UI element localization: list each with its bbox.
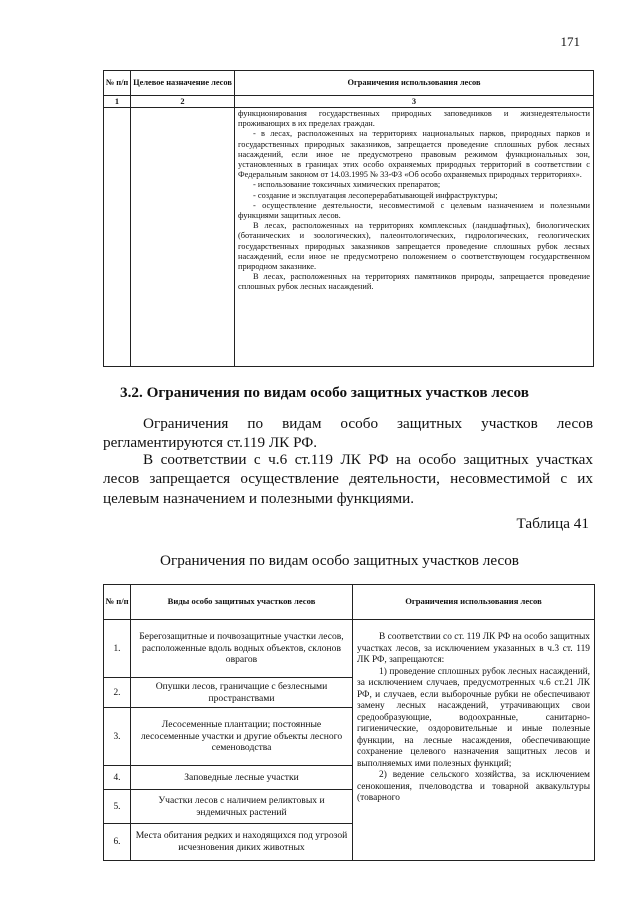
section-heading: 3.2. Ограничения по видам особо защитных участков лесов	[120, 384, 529, 401]
area-type: Берегозащитные и почвозащитные участки лесов, расположенные вдоль водных объектов, склонов оврагов	[131, 620, 353, 678]
row-number: 4.	[104, 766, 131, 790]
header-area-types: Виды особо защитных участков лесов	[131, 585, 353, 620]
restrictions-text	[353, 620, 594, 805]
header-restrictions: Ограничения использования лесов	[353, 585, 595, 620]
restrictions-cell	[235, 108, 594, 367]
restriction-paragraph: - осуществление деятельности, несовместимой с целевым назначением и полезными функциями защитных лесов.	[238, 200, 590, 221]
area-type: Участки лесов с наличием реликтовых и эндемичных растений	[131, 790, 353, 824]
col-number-1: 1	[104, 96, 131, 108]
restriction-paragraph: - использование токсичных химических препаратов;	[253, 180, 441, 190]
row-number: 3.	[104, 708, 131, 766]
table-title: Ограничения по видам особо защитных участков лесов	[160, 552, 519, 569]
restriction-paragraph: В соответствии со ст. 119 ЛК РФ на особо защитных участках лесов, за исключением указанных в ч.3 ст. 119 ЛК РФ, запрещаются:	[357, 632, 590, 665]
paragraph-2: В соответствии с ч.6 ст.119 ЛК РФ на особо защитных участках лесов запрещается осуществление деятельности, несовместимой с их целевым назначением и полезными функциями.	[103, 451, 593, 507]
header-num: № п/п	[104, 585, 131, 620]
empty-num-cell	[104, 108, 131, 367]
restrictions-text	[235, 108, 593, 293]
restriction-paragraph: - создание и эксплуатация лесоперерабатывающей инфраструктуры;	[253, 190, 498, 200]
empty-purpose-cell	[131, 108, 235, 367]
restrictions-by-purpose-table-continued	[103, 70, 594, 367]
header-num: № п/п	[104, 71, 131, 96]
col-number-2: 2	[131, 96, 235, 108]
area-type: Опушки лесов, граничащие с безлесными пространствами	[131, 678, 353, 708]
header-purpose: Целевое назначение лесов	[131, 71, 235, 96]
restrictions-by-area-type-table	[103, 584, 595, 861]
area-type: Лесосеменные плантации; постоянные лесосеменные участки и другие объекты лесного семеноводства	[131, 708, 353, 766]
header-restrictions: Ограничения использования лесов	[235, 71, 594, 96]
page-number: 171	[560, 34, 580, 49]
area-type: Заповедные лесные участки	[131, 766, 353, 790]
row-number: 1.	[104, 620, 131, 678]
area-type: Места обитания редких и находящихся под угрозой исчезновения диких животных	[131, 824, 353, 861]
row-number: 5.	[104, 790, 131, 824]
restriction-paragraph: 1) проведение сплошных рубок лесных насаждений, за исключением случаев, предусмотренных ч.6 ст.21 ЛК РФ, и случаев, если выборочные рубки не обеспечивают замену лесных насаждений, утрачивающих свои средообразующие, водоохранные, санитарно-гигиенические, оздоровительные и иные полезные функции, на лесные насаждения, обеспечивающие сохранение целевого назначения защитных лесов и выполняемых ими полезных функций;	[357, 666, 590, 769]
restriction-paragraph: функционирования государственных природных заповедников и жизнедеятельности проживающих в их пределах граждан.	[238, 109, 590, 129]
paragraph-1: Ограничения по видам особо защитных участков лесов регламентируются ст.119 ЛК РФ.	[103, 415, 593, 452]
table-label: Таблица 41	[516, 515, 589, 532]
row-number: 6.	[104, 824, 131, 861]
restriction-paragraph: - в лесах, расположенных на территориях национальных парков, природных парков и государственных природных заказников, запрещается проведение сплошных рубок лесных насаждений, если иное не предусмотрено правовым режимом функциональных зон, установленных в границах этих особо охраняемых природных территорий в соответствии с Федеральным законом от 14.03.1995 № 33-ФЗ «Об особо охраняемых природных территориях».	[238, 129, 590, 180]
restriction-paragraph: В лесах, расположенных на территориях памятников природы, запрещается проведение сплошных рубок лесных насаждений.	[238, 272, 590, 292]
restrictions-cell	[353, 620, 595, 861]
table-row	[104, 620, 595, 678]
restriction-paragraph: 2) ведение сельского хозяйства, за исключением сенокошения, пчеловодства и товарной аквакультуры (товарного	[357, 770, 590, 803]
col-number-3: 3	[235, 96, 594, 108]
row-number: 2.	[104, 678, 131, 708]
restriction-paragraph: В лесах, расположенных на территориях комплексных (ландшафтных), биологических (ботанических и зоологических), палеонтологических, гидрологических, геологических государственных природных заказников запрещается проведение сплошных рубок лесных насаждений, если иное не предусмотрено положением о соответствующем государственном природном заказнике.	[238, 221, 590, 272]
